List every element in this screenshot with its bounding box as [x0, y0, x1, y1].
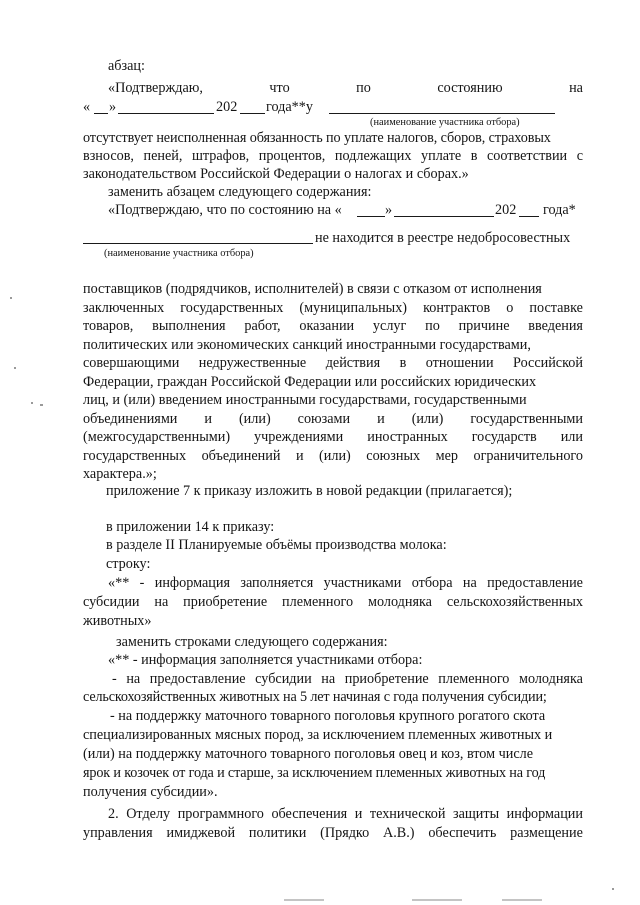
day-blank [357, 216, 385, 217]
text-line: Федерации, граждан Российской Федерации или российских юридических [83, 374, 537, 390]
new-footnote-line: специализированных мясных пород, за исключением племенных животных и [83, 727, 553, 743]
scan-cutoff-fragment [502, 899, 542, 901]
date-open-quote: « [83, 99, 91, 115]
year-blank [519, 216, 539, 217]
year-prefix: 202 [495, 202, 517, 218]
text-line: взносов, пеней, штрафов, процентов, подлежащих уплате в соответствии с [83, 148, 583, 164]
text-line: объединениями и (или) союзами и (или) государственными [83, 411, 583, 427]
new-footnote-line: сельскохозяйственных животных на 5 лет начиная с года получения субсидии; [83, 689, 547, 705]
year-blank [240, 113, 265, 114]
replace-rows-instruction: заменить строками следующего содержания: [116, 634, 388, 650]
participant-caption: (наименование участника отбора) [104, 248, 254, 259]
old-footnote-line: животных» [83, 613, 152, 629]
appendix-7-instruction: приложение 7 к приказу изложить в новой редакции (прилагается); [106, 483, 513, 499]
text-line: лиц, и (или) введением иностранными государствами, государственными [83, 392, 527, 408]
text-line: законодательством Российской Федерации о налогах и сборах.» [83, 166, 469, 182]
text-line: отсутствует неисполненная обязанность по уплате налогов, сборов, страховых [83, 130, 551, 146]
old-footnote-line: субсидии на приобретение племенного молодняка сельскохозяйственных [83, 594, 583, 610]
year-suffix: года**у [266, 99, 313, 115]
text-line: политических или экономических санкций иностранными государствами, [83, 337, 531, 353]
appendix-14-intro: в приложении 14 к приказу: [106, 519, 275, 535]
participant-name-blank [83, 243, 313, 244]
not-in-registry: не находится в реестре недобросовестных [315, 230, 571, 246]
text-line: характера.»; [83, 466, 157, 482]
month-blank [394, 216, 494, 217]
scan-speck [14, 367, 16, 369]
scan-cutoff-fragment [284, 899, 324, 901]
stroku-label: строку: [106, 556, 151, 572]
abzac-label: абзац: [108, 58, 145, 74]
text-line: товаров, выполнения работ, оказании услуг по причине введения [83, 318, 583, 334]
scan-speck [40, 404, 43, 406]
old-footnote-line: «** - информация заполняется участниками отбора на предоставление [108, 575, 583, 591]
text-line: государственных объединений и (или) союзных мер ограничительного [83, 448, 583, 464]
month-blank [118, 113, 214, 114]
scan-speck [31, 402, 33, 404]
text-line: поставщиков (подрядчиков, исполнителей) в связи с отказом от исполнения [83, 281, 542, 297]
year-prefix: 202 [216, 99, 238, 115]
date-close-quote: » [109, 99, 117, 115]
clause-2-line: 2. Отделу программного обеспечения и технической защиты информации [108, 806, 583, 822]
confirm-new: «Подтверждаю, что по состоянию на « [108, 202, 342, 218]
participant-name-blank [329, 113, 555, 114]
text-line: заключенных государственных (муниципальных) контрактов о поставке [83, 300, 583, 316]
participant-caption: (наименование участника отбора) [370, 117, 520, 128]
section-2-line: в разделе II Планируемые объёмы производства молока: [106, 537, 447, 553]
new-footnote-line: (или) на поддержку маточного товарного поголовья овец и коз, втом числе [83, 746, 534, 762]
scan-speck [10, 297, 12, 299]
new-footnote-line: - на предоставление субсидии на приобретение племенного молодняка [112, 671, 583, 687]
replace-instruction: заменить абзацем следующего содержания: [108, 184, 372, 200]
text-line: совершающими недружественные действия в отношении Российской [83, 355, 583, 371]
text-line: (межгосударственными) учреждениями иностранных государств или [83, 429, 583, 445]
scan-speck [612, 888, 614, 890]
new-footnote-line: - на поддержку маточного товарного поголовья крупного рогатого скота [110, 708, 546, 724]
confirm-line: «Подтверждаю, что по состоянию на [108, 80, 583, 96]
date-close-quote: » [385, 202, 393, 218]
new-footnote-line: получения субсидии». [83, 784, 218, 800]
day-blank [94, 113, 108, 114]
year-suffix: года* [543, 202, 576, 218]
new-footnote-line: «** - информация заполняется участниками отбора: [108, 652, 423, 668]
clause-2-line: управления имиджевой политики (Прядко А.В.) обеспечить размещение [83, 825, 583, 841]
scan-cutoff-fragment [412, 899, 462, 901]
new-footnote-line: ярок и козочек от года и старше, за исключением племенных животных на год [83, 765, 546, 781]
